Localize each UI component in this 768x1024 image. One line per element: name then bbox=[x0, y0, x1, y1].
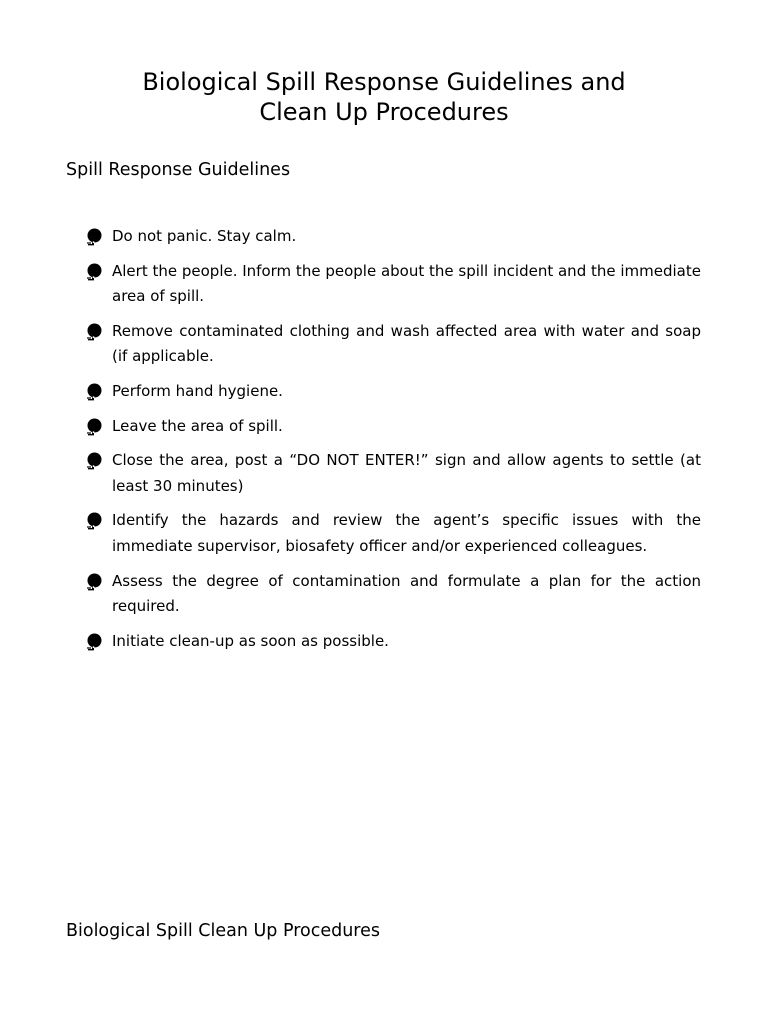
section-heading-spill-response: Spill Response Guidelines bbox=[66, 160, 291, 180]
list-item bbox=[84, 508, 701, 559]
spill-response-list bbox=[84, 224, 701, 663]
pointing-hand-icon bbox=[84, 322, 104, 342]
list-item bbox=[84, 379, 701, 405]
list-item bbox=[84, 224, 701, 250]
document-title bbox=[0, 67, 768, 127]
pointing-hand-icon bbox=[84, 227, 104, 247]
list-item-text: Initiate clean-up as soon as possible. bbox=[112, 631, 389, 650]
pointing-hand-icon bbox=[84, 382, 104, 402]
list-item-text: Identify the hazards and review the agent’s specific issues with the immediate supervisor, biosafety officer and/or experienced colleagues. bbox=[112, 511, 701, 555]
list-item-text: Assess the degree of contamination and formulate a plan for the action required. bbox=[112, 571, 701, 616]
list-item bbox=[84, 414, 701, 440]
list-item-text: Close the area, post a “DO NOT ENTER!” sign and allow agents to settle (at least 30 minutes) bbox=[112, 451, 701, 495]
pointing-hand-icon bbox=[84, 511, 104, 531]
pointing-hand-icon bbox=[84, 572, 104, 592]
pointing-hand-icon bbox=[84, 632, 104, 652]
list-item-text: Leave the area of spill. bbox=[112, 416, 283, 435]
list-item bbox=[84, 259, 701, 310]
list-item-text: Alert the people. Inform the people about the spill incident and the immediate area of spill. bbox=[112, 261, 701, 306]
list-item-text: Remove contaminated clothing and wash affected area with water and soap (if applicable. bbox=[112, 321, 701, 366]
pointing-hand-icon bbox=[84, 451, 104, 471]
pointing-hand-icon bbox=[84, 417, 104, 437]
document-title-line-2: Clean Up Procedures bbox=[259, 98, 509, 126]
list-item bbox=[84, 629, 701, 655]
document-title-line-1: Biological Spill Response Guidelines and bbox=[142, 68, 626, 96]
list-item-text: Do not panic. Stay calm. bbox=[112, 227, 297, 245]
section-heading-spill-clean-up: Biological Spill Clean Up Procedures bbox=[66, 921, 381, 941]
list-item bbox=[84, 448, 701, 499]
pointing-hand-icon bbox=[84, 262, 104, 282]
list-item bbox=[84, 569, 701, 620]
list-item-text: Perform hand hygiene. bbox=[112, 381, 283, 400]
list-item bbox=[84, 319, 701, 370]
